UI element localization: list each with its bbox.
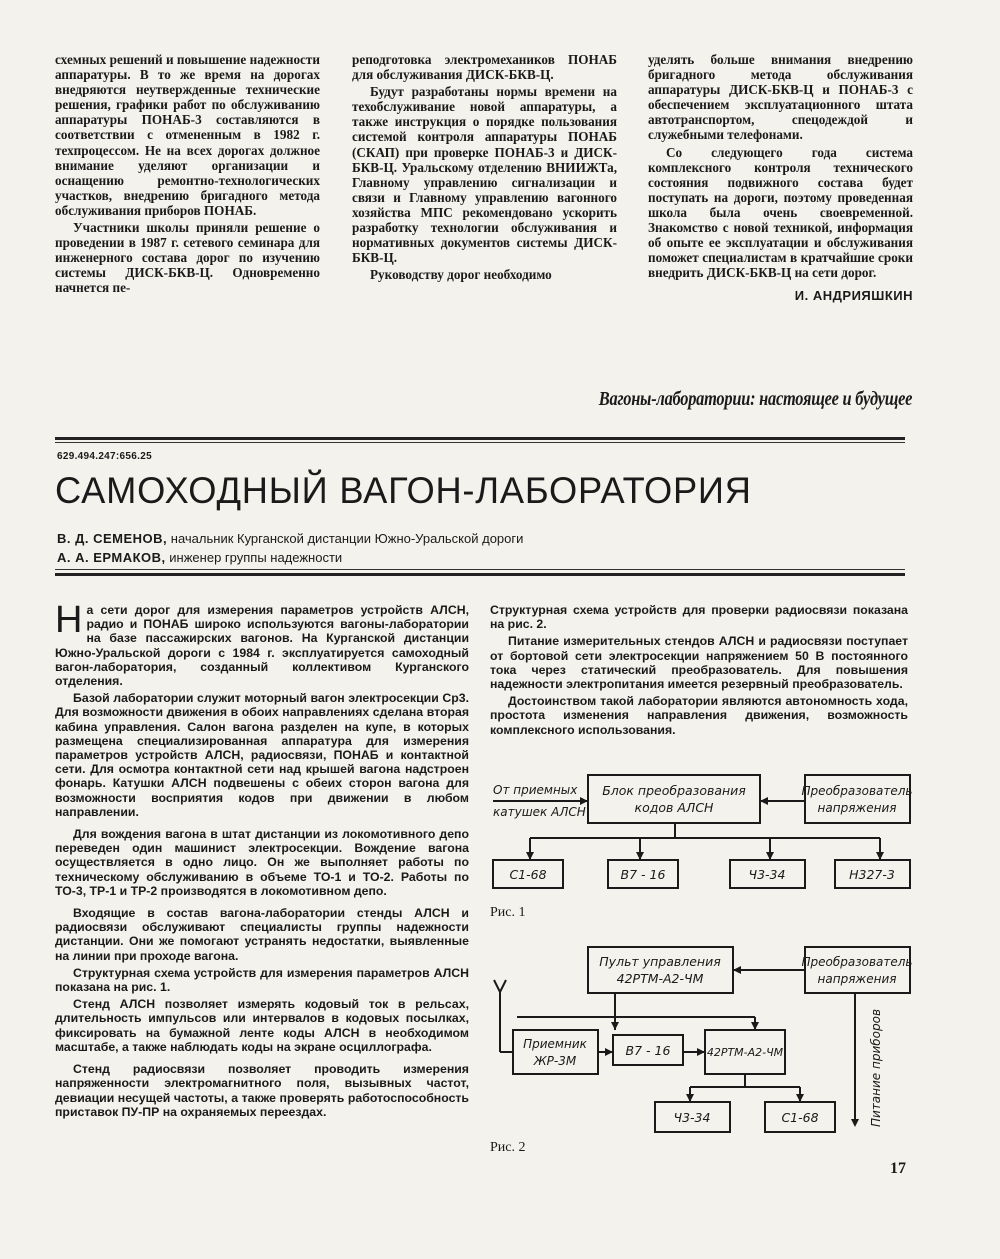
author-2-name: А. А. ЕРМАКОВ, [57,550,166,565]
rule-top-thin [55,442,905,443]
article-column-left [55,599,469,1119]
top-col3-para-1: уделять больше внимания внедрению бригадного метода обслуживания аппаратуры ДИСК-БКВ-Ц и ПОНАБ-3 с обеспечением эксплуатационного штата автотранспортом, спецодеждой и служебными телефонами. [648,52,913,143]
fig1-converter-label-1: Преобразователь [801,784,913,798]
fig1-main-label-1: Блок преобразования [602,783,746,798]
udc-code: 629.494.247:656.25 [57,451,152,462]
signature: И. АНДРИЯШКИН [794,288,913,304]
fig2-panel-label-1: Пульт управления [599,954,721,969]
fig1-main-label-2: кодов АЛСН [634,800,714,815]
fig1-input-label-2: катушек АЛСН [493,805,586,819]
dropcap: Н [55,599,83,641]
fig1-output-1: С1-68 [509,867,547,882]
rule-mid [55,573,905,576]
fig2-converter-block [805,947,910,993]
fig2-converter-label-2: напряжения [817,972,897,986]
fig1-converter-block [805,775,910,823]
author-1 [57,531,523,546]
figure-2-diagram [485,942,915,1142]
fig2-freq-label: Ч3-34 [673,1110,711,1125]
article-para-4: Входящие в состав вагона-лаборатории стенды АЛСН и радиосвязи обслуживают специалисты группы надежности дистанции. Они же помогают устранять недостатки, выявленные на линии при проходе вагона. [55,906,469,963]
section-rubric: Вагоны-лаборатории: настоящее и будущее [598,388,912,410]
article-para-1 [55,599,469,689]
article-para-3: Для вождения вагона в штат дистанции из локомотивного депо переведен один машинист электросекции. Вождение вагона осуществляется в одно лицо. Он же выполняет работы по техническому обслуживанию в объеме ТО-1 и ТО-2. Работы по ТО-3, ТР-1 и ТР-2 производятся в локомотивном депо. [55,827,469,898]
author-1-role: начальник Курганской дистанции Южно-Уральской дороги [170,531,524,546]
article-para-1-text: а сети дорог для измерения параметров устройств АЛСН, радио и ПОНАБ широко используются вагоны-лаборатории на базе пассажирских вагонов. На Курганской дистанции Южно-Уральской дороги с 1984 г. эксплуатируется самоходный вагон-лаборатория, созданный коллективом Курганского отделения. [55,603,469,689]
author-2 [57,550,342,565]
article-para-2: Базой лаборатории служит моторный вагон электросекции Ср3. Для возможности движения в обоих направлениях сделана вторая кабина управления. Салон вагона разделен на купе, в которых размещена специализированная аппаратура для измерения параметров устройств АЛСН, радиосвязи, ПОНАБ и контактной сети. Для осмотра контактной сети над крышей вагона надстроен фонарь. Катушки АЛСН подвешены с обеих сторон вагона для возможности восприятия кодов при движении в любом направлении. [55,691,469,819]
top-col2-para-1: реподготовка электромехаников ПОНАБ для обслуживания ДИСК-БКВ-Ц. [352,52,617,83]
top-col1-para-2: Участники школы приняли решение о проведении в 1987 г. сетевого семинара для инженерного состава дорог по изучению системы ДИСК-БКВ-Ц. Одновременно начнется пе- [55,220,320,296]
fig1-output-4: Н327-3 [849,867,895,882]
fig2-caption: Рис. 2 [490,1140,526,1155]
fig2-receiver-label-2: ЖР-3М [533,1054,577,1068]
top-col3-para-2: Со следующего года система комплексного контроля технического состояния подвижного состава будет поступать на дороги, поэтому проведенная школа была очень своевременной. Знакомство с новой техникой, информация об опыте ее эксплуатации и обслуживания поможет специалистам в кратчайшие сроки внедрить ДИСК-БКВ-Ц на сети дорог. [648,144,913,281]
rule-mid-thin [55,569,905,570]
article-title: САМОХОДНЫЙ ВАГОН-ЛАБОРАТОРИЯ [55,470,752,511]
top-col2-para-2: Будут разработаны нормы времени на техобслуживание новой аппаратуры, а также инструкция о порядке пользования системой контроля аппаратуры ПОНАБ (СКАП) при проверке ПОНАБ-3 и ДИСК-БКВ-Ц. Уральскому отделению ВНИИЖТа, Главному управлению сигнализации и связи и Главному управлению вагонного хозяйства МПС рекомендовано ускорить разработку технологии обслуживания и нормативных документов системы ДИСК-БКВ-Ц. [352,84,617,266]
fig1-output-3: Ч3-34 [748,867,786,882]
fig2-converter-label-1: Преобразователь [801,955,913,969]
article-para-5: Структурная схема устройств для измерения параметров АЛСН показана на рис. 1. [55,965,469,995]
fig2-power-label: Питание приборов [869,1008,883,1127]
top-column-1 [55,52,320,296]
top-col1-para-1: схемных решений и повышение надежности аппаратуры. В то же время на дорогах внедряются неутвержденные технические решения, графики работ по обслуживанию аппаратуры ПОНАБ-3 составляются в соответствии с отмененным в 1982 г. техпроцессом. Не на всех дорогах должное внимание уделяют организации и оснащению ремонтно-технологических участков, внедрению бригадного метода обслуживания приборов ПОНАБ. [55,52,320,218]
top-column-3 [648,52,913,304]
article-para-6: Стенд АЛСН позволяет измерять кодовый ток в рельсах, длительность импульсов или интервалов в кодовых посылках, фиксировать на бумажной ленте коды АЛСН в необходимом масштабе, а также наблюдать коды на экране осциллографа. [55,997,469,1054]
author-2-role: инженер группы надежности [169,550,343,565]
article-right-para-3: Достоинством такой лаборатории являются автономность хода, простота изменения направления движения, возможность комплексного использования. [490,694,908,737]
fig1-output-2: В7 - 16 [620,867,666,882]
article-para-7: Стенд радиосвязи позволяет проводить измерения напряженности электромагнитного поля, вызывных частот, девиации несущей частоты, а также проверять работоспособность приставок ПУ-ПР на охраняемых переездах. [55,1062,469,1119]
rule-top [55,437,905,440]
fig1-input-label-1: От приемных [493,783,578,797]
article-right-para-1: Структурная схема устройств для проверки радиосвязи показана на рис. 2. [490,603,908,632]
fig2-radio-label: 42РТМ-А2-ЧМ [706,1046,784,1059]
author-1-name: В. Д. СЕМЕНОВ, [57,531,168,546]
fig2-scope-label: С1-68 [781,1110,819,1125]
article-right-para-2: Питание измерительных стендов АЛСН и радиосвязи поступает от бортовой сети электросекции напряжением 50 В постоянного тока через статический преобразователь. Для повышения надежности электропитания имеется резервный преобразователь. [490,634,908,692]
fig2-voltmeter-label: В7 - 16 [625,1043,671,1058]
article-column-right [490,603,908,737]
fig2-receiver-label-1: Приемник [523,1037,587,1051]
top-column-2 [352,52,617,282]
page-number: 17 [890,1160,906,1177]
top-col2-para-3: Руководству дорог необходимо [370,267,552,283]
figure-1-diagram [485,770,915,900]
fig1-converter-label-2: напряжения [817,801,897,815]
fig2-panel-label-2: 42РТМ-А2-ЧМ [616,971,704,986]
fig1-caption: Рис. 1 [490,905,526,920]
